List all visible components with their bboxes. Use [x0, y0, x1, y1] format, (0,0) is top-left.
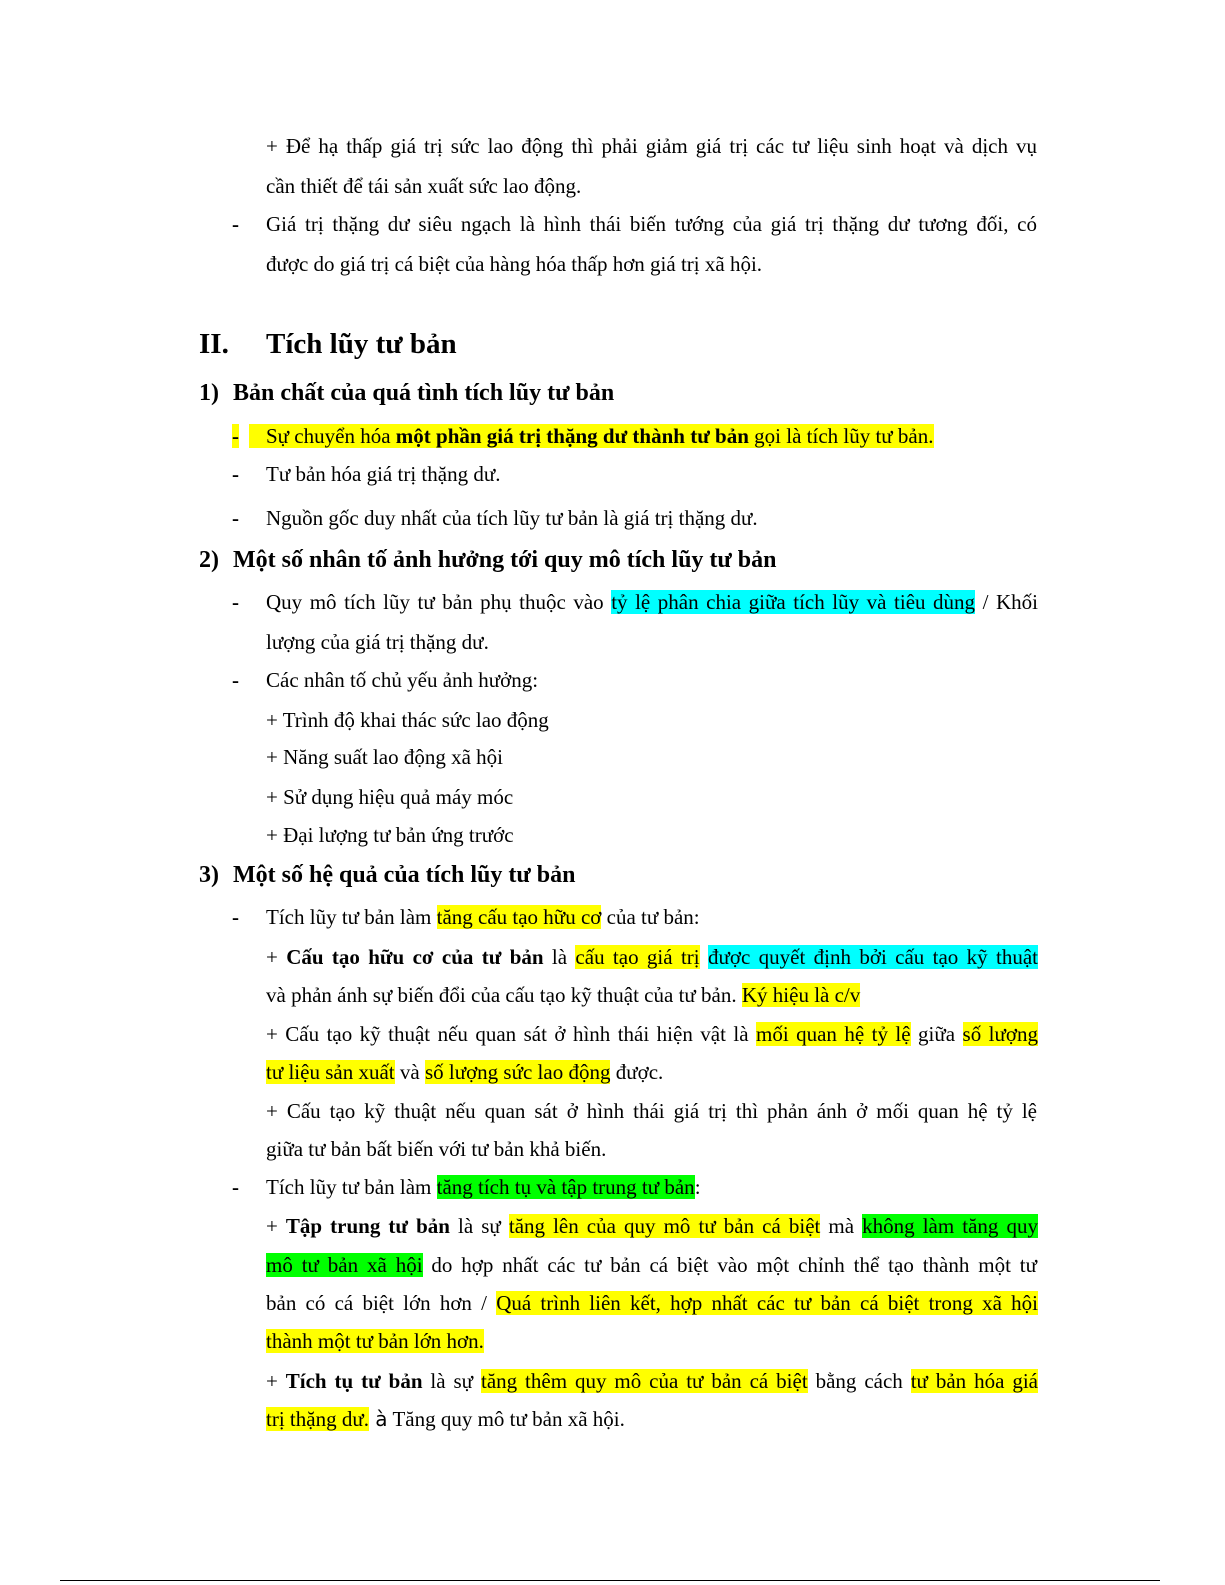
list-item: Nguồn gốc duy nhất của tích lũy tư bản là giá trị thặng dư. [266, 506, 758, 530]
bold-text: Tích tụ tư bản [285, 1369, 423, 1393]
subsection-number: 2) [199, 547, 219, 573]
highlighted-text: không làm tăng quy [862, 1214, 1039, 1238]
highlighted-text: thành một tư bản lớn hơn. [266, 1329, 484, 1353]
highlighted-text: Quá trình liên kết, hợp nhất các tư bản cá biệt trong xã hội [496, 1291, 1038, 1315]
factor-item: + Đại lượng tư bản ứng trước [266, 823, 514, 847]
text-run: bằng cách [807, 1369, 911, 1393]
text-run: + [266, 1369, 286, 1393]
bullet-dash: - [232, 1175, 239, 1199]
paragraph-line [266, 1214, 1038, 1238]
paragraph-line [266, 590, 1038, 614]
bullet-dash: - [232, 668, 239, 692]
text-run: được. [610, 1060, 664, 1084]
text-run: + [266, 945, 287, 969]
highlighted-text: tỷ lệ phân chia giữa tích lũy và tiêu dùng [611, 590, 976, 614]
bold-text: Tập trung tư bản [285, 1214, 450, 1238]
paragraph-line [266, 1253, 1037, 1277]
text-run: giữa [910, 1022, 963, 1046]
paragraph-line: cần thiết để tái sản xuất sức lao động. [266, 174, 582, 198]
bold-text: một phần giá trị thặng dư thành tư bản [395, 424, 749, 448]
paragraph-line: + Cấu tạo kỹ thuật nếu quan sát ở hình thái giá trị thì phản ánh ở mối quan hệ tỷ lệ [266, 1099, 1037, 1123]
bullet-dash: - [232, 506, 239, 530]
subsection-title: Một số hệ quả của tích lũy tư bản [233, 862, 576, 888]
highlighted-text: được quyết định bởi cấu tạo kỹ thuật [707, 945, 1038, 969]
text-run: + Cấu tạo kỹ thuật nếu quan sát ở hình thái hiện vật là [266, 1022, 756, 1046]
highlighted-text: mối quan hệ tỷ lệ [755, 1022, 911, 1046]
highlighted-text: tăng tích tụ và tập trung tư bản [436, 1175, 695, 1199]
highlighted-text: tăng thêm quy mô của tư bản cá biệt [480, 1369, 808, 1393]
text-run: của tư bản: [601, 905, 700, 929]
arrow-symbol: à [368, 1407, 388, 1431]
highlighted-text: tăng lên của quy mô tư bản cá biệt [508, 1214, 821, 1238]
bullet-dash: - [232, 590, 239, 614]
section-title: Tích lũy tư bản [266, 328, 457, 360]
text-run: Sự chuyển hóa [249, 424, 396, 448]
highlighted-text: tăng cấu tạo hữu cơ [436, 905, 602, 929]
factor-item: + Năng suất lao động xã hội [266, 745, 503, 769]
page-bottom-rule [60, 1580, 1160, 1581]
text-run: mà [820, 1214, 863, 1238]
text-run: + [266, 1214, 286, 1238]
paragraph-line [266, 1329, 484, 1353]
text-run: Tích lũy tư bản làm [266, 1175, 437, 1199]
text-run: gọi là tích lũy tư bản. [748, 424, 934, 448]
text-run: / Khối [975, 590, 1038, 614]
highlighted-text: mô tư bản xã hội [266, 1253, 423, 1277]
text-run: là sự [449, 1214, 509, 1238]
paragraph-line [266, 983, 860, 1007]
text-run: Quy mô tích lũy tư bản phụ thuộc vào [266, 590, 612, 614]
text-run: và [394, 1060, 425, 1084]
paragraph-line [266, 1407, 625, 1431]
text-run: và phản ánh sự biến đổi của cấu tạo kỹ thuật của tư bản. [266, 983, 742, 1007]
factor-item: + Sử dụng hiệu quả máy móc [266, 785, 514, 809]
bold-text: Cấu tạo hữu cơ của tư bản [286, 945, 544, 969]
list-item: Các nhân tố chủ yếu ảnh hưởng: [266, 668, 539, 692]
paragraph-line: Giá trị thặng dư siêu ngạch là hình thái biến tướng của giá trị thặng dư tương đối, có [266, 212, 1037, 236]
bullet-dash: - [232, 462, 239, 486]
highlighted-text: số lượng sức lao động [424, 1060, 611, 1084]
highlighted-text: số lượng [962, 1022, 1038, 1046]
highlighted-text: cấu tạo giá trị [575, 945, 700, 969]
paragraph-line: + Để hạ thấp giá trị sức lao động thì phải giảm giá trị các tư liệu sinh hoạt và dịch vụ [266, 134, 1037, 158]
paragraph-line [266, 945, 1038, 969]
section-number: II. [199, 328, 229, 360]
paragraph-line [266, 1022, 1038, 1046]
paragraph-line [266, 1291, 1038, 1315]
paragraph-line: được do giá trị cá biệt của hàng hóa thấp hơn giá trị xã hội. [266, 252, 763, 276]
highlighted-line [249, 424, 934, 448]
text-run: là [543, 945, 576, 969]
highlighted-text: tư liệu sản xuất [266, 1060, 395, 1084]
paragraph-line: lượng của giá trị thặng dư. [266, 630, 489, 654]
subsection-number: 1) [199, 380, 219, 406]
highlighted-text: trị thặng dư. [266, 1407, 369, 1431]
bullet-dash: - [232, 424, 239, 448]
list-item [266, 905, 700, 929]
highlighted-text: tư bản hóa giá [910, 1369, 1038, 1393]
text-run [700, 945, 708, 969]
list-item: Tư bản hóa giá trị thặng dư. [266, 462, 501, 486]
text-run: bản có cá biệt lớn hơn / [266, 1291, 497, 1315]
subsection-title: Một số nhân tố ảnh hưởng tới quy mô tích lũy tư bản [233, 547, 777, 573]
text-run: : [694, 1175, 701, 1199]
subsection-title: Bản chất của quá tình tích lũy tư bản [233, 380, 615, 406]
text-run: Tăng quy mô tư bản xã hội. [387, 1407, 625, 1431]
factor-item: + Trình độ khai thác sức lao động [266, 708, 549, 732]
bullet-dash: - [232, 212, 239, 236]
text-run: do hợp nhất các tư bản cá biệt vào một chỉnh thể tạo thành một tư [422, 1253, 1037, 1277]
highlighted-text: Ký hiệu là c/v [741, 983, 861, 1007]
bullet-dash: - [232, 905, 239, 929]
paragraph-line: giữa tư bản bất biến với tư bản khả biến. [266, 1137, 607, 1161]
paragraph-line [266, 1060, 663, 1084]
paragraph-line [266, 1369, 1038, 1393]
subsection-number: 3) [199, 862, 219, 888]
text-run: Tích lũy tư bản làm [266, 905, 437, 929]
text-run: là sự [422, 1369, 481, 1393]
list-item [266, 1175, 701, 1199]
